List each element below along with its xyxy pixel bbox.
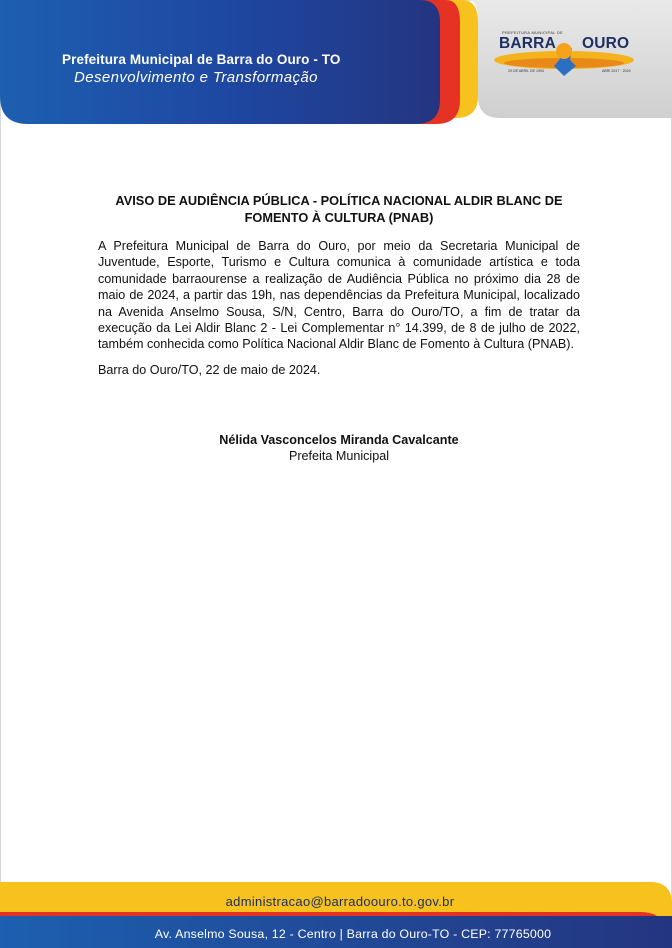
footer-email: administracao@barradoouro.to.gov.br [225, 894, 455, 909]
municipal-logo [492, 26, 636, 88]
footer [0, 878, 672, 948]
signature-role: Prefeita Municipal [288, 449, 390, 463]
logo-word-left: BARRA [499, 35, 556, 52]
header-subtitle: Desenvolvimento e Transformação [74, 69, 318, 86]
logo-word-right: OURO [582, 35, 630, 52]
logo-tagline: PREFEITURA MUNICIPAL DE [502, 30, 564, 35]
footer-address: Av. Anselmo Sousa, 12 - Centro | Barra do Ouro-TO - CEP: 77765000 [154, 927, 552, 941]
logo-date-right: ABRI 2017 · 2024 [602, 69, 631, 73]
signature-name: Nélida Vasconcelos Miranda Cavalcante [219, 433, 459, 447]
document-date-line: Barra do Ouro/TO, 22 de maio de 2024. [98, 362, 321, 377]
document-title: AVISO DE AUDIÊNCIA PÚBLICA - POLÍTICA NACIONAL ALDIR BLANC DE FOMENTO À CULTURA (PNAB) [115, 193, 563, 225]
document-body [98, 192, 580, 378]
header [0, 0, 672, 126]
logo-date-left: 20 DE ABRIL DE 1994 [508, 69, 545, 73]
header-title: Prefeitura Municipal de Barra do Ouro - TO [62, 52, 341, 67]
document-paragraph: A Prefeitura Municipal de Barra do Ouro, por meio da Secretaria Municipal de Juventude, Esporte, Turismo e Cultura comunica à comunidade artística e toda comunidade barraourense a realização de Audiência Pública no próximo dia 28 de maio de 2024, a partir das 19h, nas dependências da Prefeitura Municipal, localizado na Avenida Anselmo Sousa, S/N, Centro, Barra do Ouro/TO, a fim de tratar da execução da Lei Aldir Blanc 2 - Lei Complementar n° 14.399, de 8 de julho de 2022, também conhecida como Política Nacional Aldir Blanc de Fomento à Cultura (PNAB). [98, 239, 580, 352]
